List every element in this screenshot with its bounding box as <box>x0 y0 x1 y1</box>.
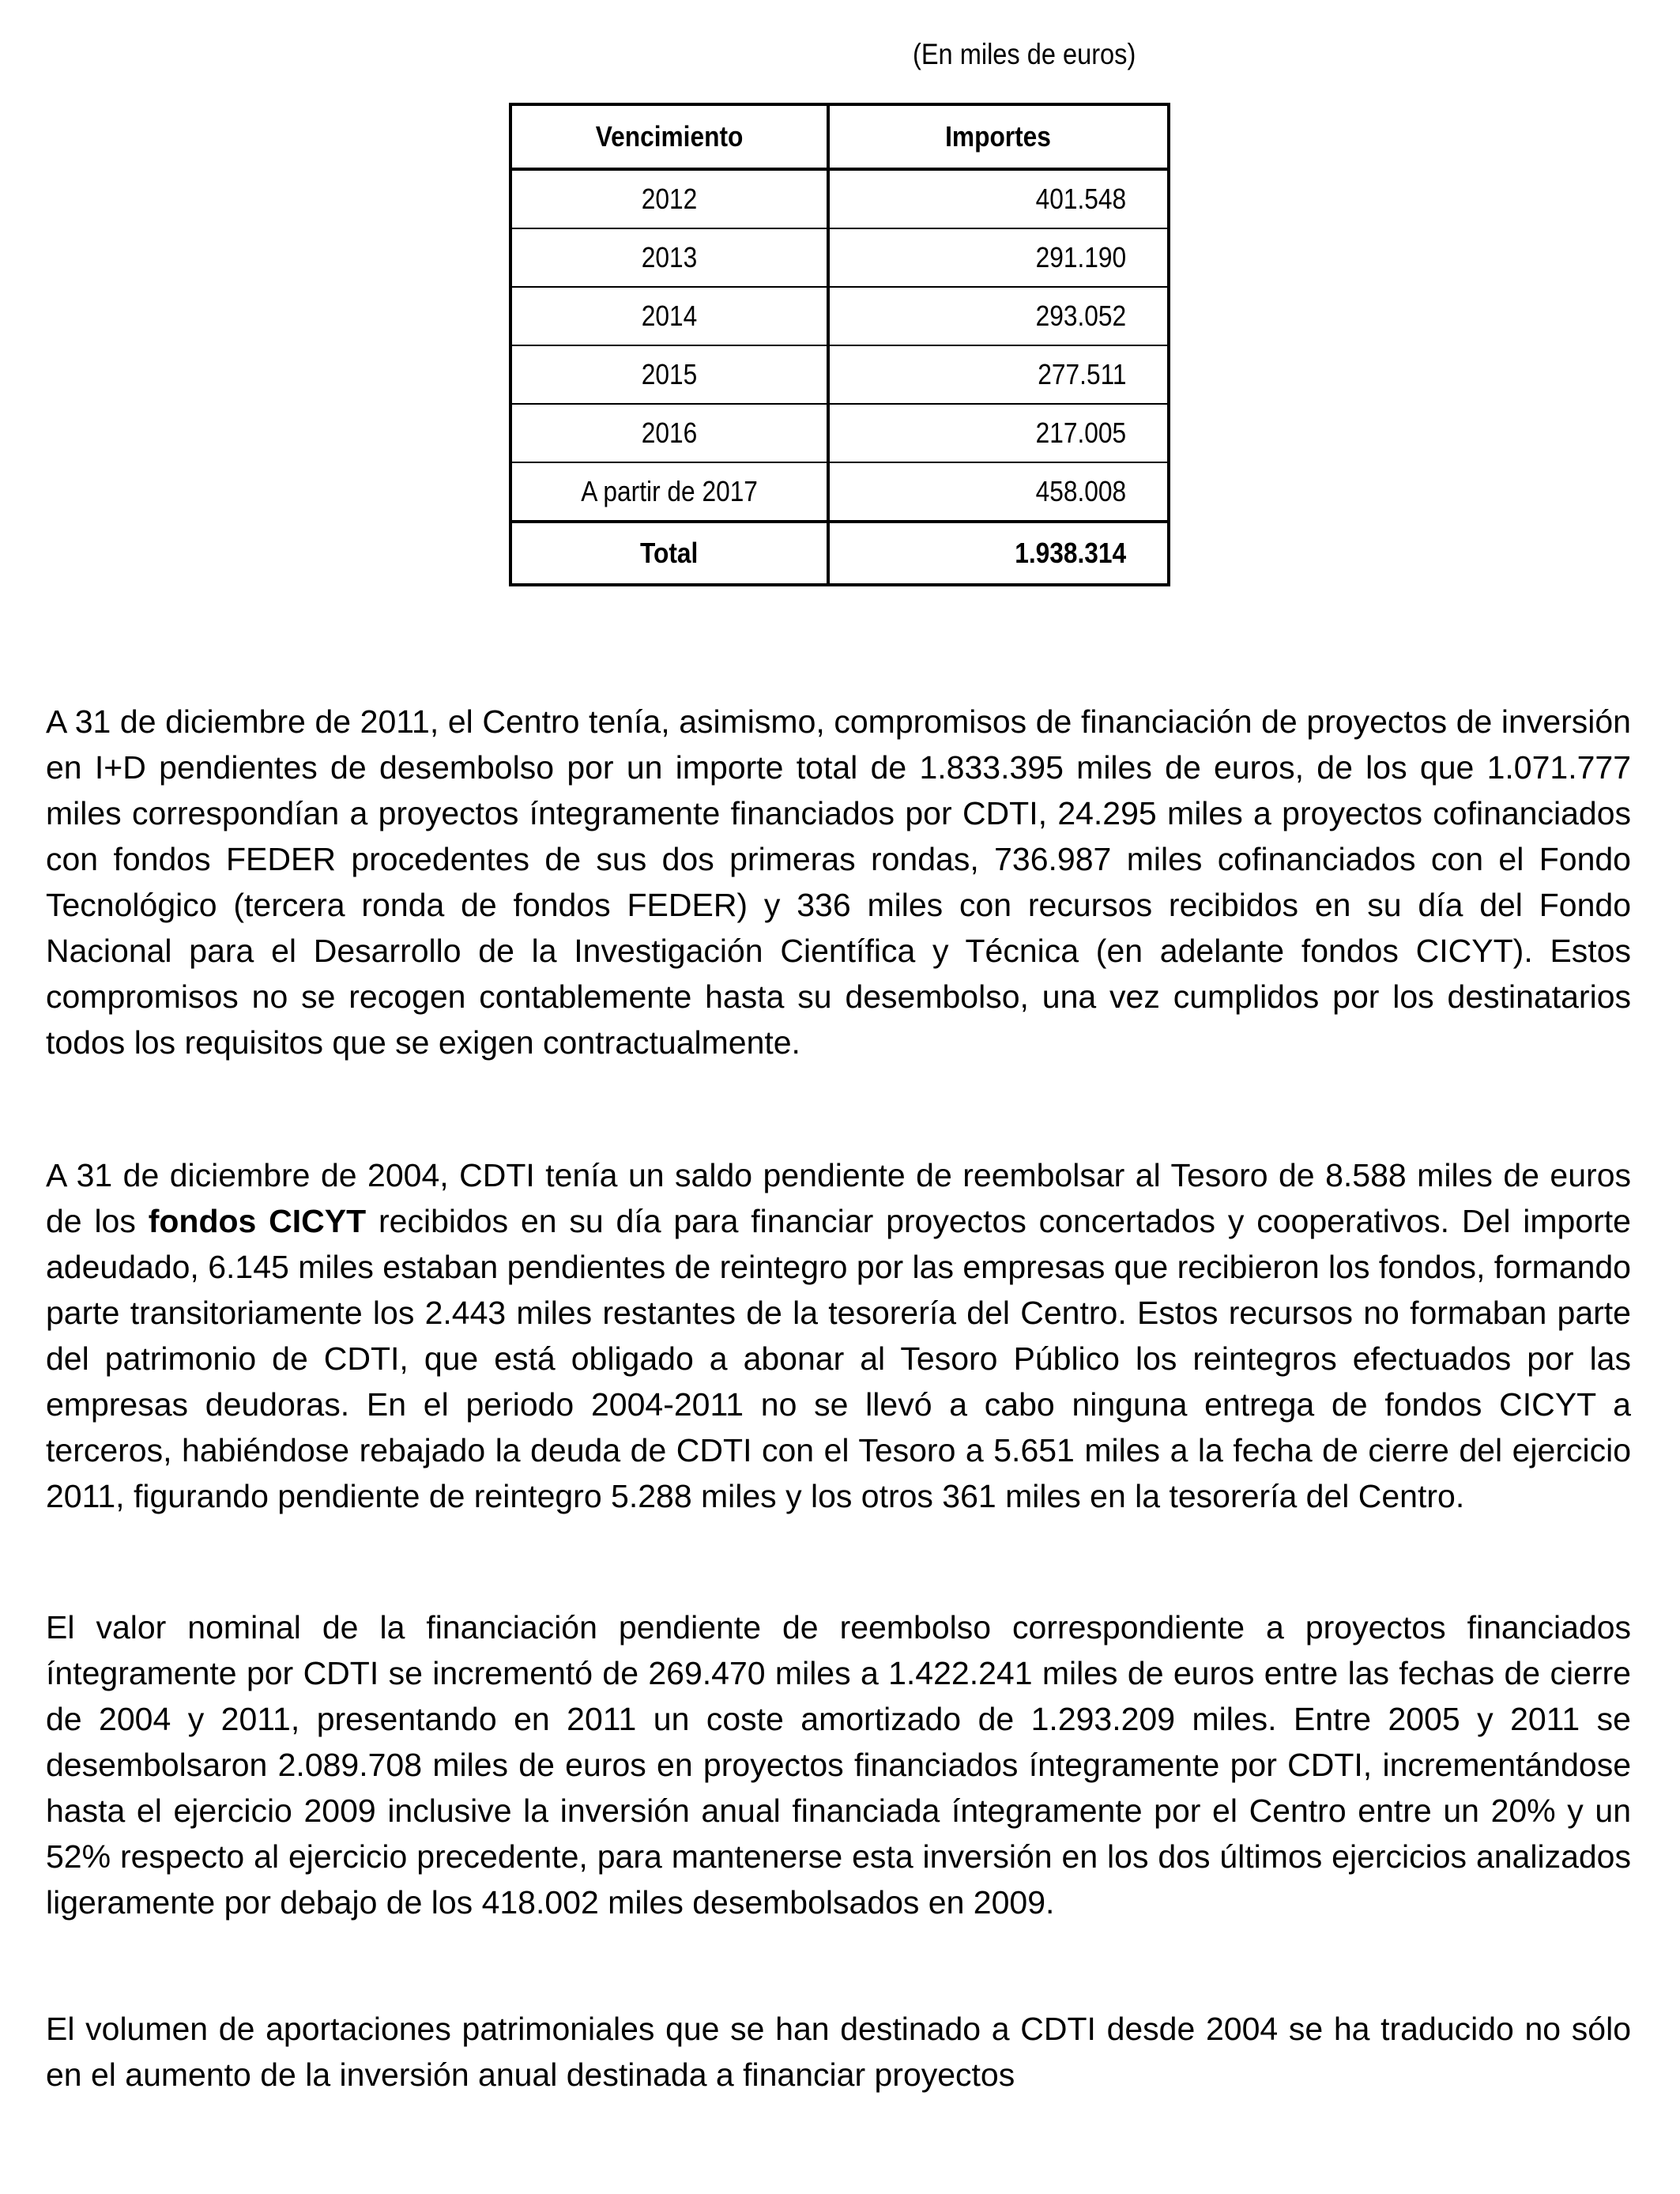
table-row <box>510 169 1169 228</box>
amount-cell: 458.008 <box>828 462 1169 522</box>
table-row <box>510 287 1169 345</box>
amount-cell: 277.511 <box>828 345 1169 404</box>
year-cell: 2014 <box>510 287 828 345</box>
paragraph-text: recibidos en su día para financiar proyectos concertados y cooperativos. Del importe adeudado, 6.145 miles estaban pendientes de reintegro por las empresas que recibieron los fondos, formando parte transitoriamente los 2.443 miles restantes de la tesorería del Centro. Estos recursos no formaban parte del patrimonio de CDTI, que está obligado a abonar al Tesoro Público los reintegros efectuados por las empresas deudoras. En el periodo 2004-2011 no se llevó a cabo ninguna entrega de fondos CICYT a terceros, habiéndose rebajado la deuda de CDTI con el Tesoro a 5.651 miles a la fecha de cierre del ejercicio 2011, figurando pendiente de reintegro 5.288 miles y los otros 361 miles en la tesorería del Centro. <box>46 1203 1631 1514</box>
column-header-importes: Importes <box>828 104 1169 169</box>
table-row <box>510 404 1169 462</box>
paragraph-contributions: El volumen de aportaciones patrimoniales que se han destinado a CDTI desde 2004 se ha traducido no sólo en el aumento de la inversión anual destinada a financiar proyectos <box>46 2011 1631 2093</box>
table-header-row <box>510 104 1169 169</box>
paragraph-cicyt-funds <box>46 1152 1631 1519</box>
paragraph-commitments: A 31 de diciembre de 2011, el Centro tenía, asimismo, compromisos de financiación de proyectos de inversión en I+D pendientes de desembolso por un importe total de 1.833.395 miles de euros, de los que 1.071.777 miles correspondían a proyectos íntegramente financiados por CDTI, 24.295 miles a proyectos cofinanciados con fondos FEDER procedentes de sus dos primeras rondas, 736.987 miles cofinanciados con el Fondo Tecnológico (tercera ronda de fondos FEDER) y 336 miles con recursos recibidos en su día del Fondo Nacional para el Desarrollo de la Investigación Científica y Técnica (en adelante fondos CICYT). Estos compromisos no se recogen contablemente hasta su desembolso, una vez cumplidos por los destinatarios todos los requisitos que se exigen contractualmente. <box>46 703 1631 1061</box>
year-cell: 2015 <box>510 345 828 404</box>
maturity-table <box>509 103 1170 586</box>
amount-cell: 217.005 <box>828 404 1169 462</box>
total-label-cell: Total <box>510 522 828 585</box>
year-cell: 2012 <box>510 169 828 228</box>
column-header-vencimiento: Vencimiento <box>510 104 828 169</box>
table-row <box>510 345 1169 404</box>
amount-cell: 293.052 <box>828 287 1169 345</box>
table-row <box>510 228 1169 287</box>
year-cell: A partir de 2017 <box>510 462 828 522</box>
table-total-row <box>510 522 1169 585</box>
paragraph-text: A 31 de diciembre de 2004, CDTI tenía un saldo pendiente de reembolsar al Tesoro de 8.588 miles de euros de los <box>46 1157 1631 1239</box>
total-amount-cell: 1.938.314 <box>828 522 1169 585</box>
paragraph-nominal-value: El valor nominal de la financiación pendiente de reembolso correspondiente a proyectos financiados íntegramente por CDTI se incrementó de 269.470 miles a 1.422.241 miles de euros entre las fechas de cierre de 2004 y 2011, presentando en 2011 un coste amortizado de 1.293.209 miles. Entre 2005 y 2011 se desembolsaron 2.089.708 miles de euros en proyectos financiados íntegramente por CDTI, incrementándose hasta el ejercicio 2009 inclusive la inversión anual financiada íntegramente por el Centro entre un 20% y un 52% respecto al ejercicio precedente, para mantenerse esta inversión en los dos últimos ejercicios analizados ligeramente por debajo de los 418.002 miles desembolsados en 2009. <box>46 1609 1631 1921</box>
year-cell: 2013 <box>510 228 828 287</box>
table-row <box>510 462 1169 522</box>
unit-note: (En miles de euros) <box>913 38 1136 70</box>
amount-cell: 401.548 <box>828 169 1169 228</box>
amount-cell: 291.190 <box>828 228 1169 287</box>
year-cell: 2016 <box>510 404 828 462</box>
bold-term: fondos CICYT <box>148 1203 367 1239</box>
